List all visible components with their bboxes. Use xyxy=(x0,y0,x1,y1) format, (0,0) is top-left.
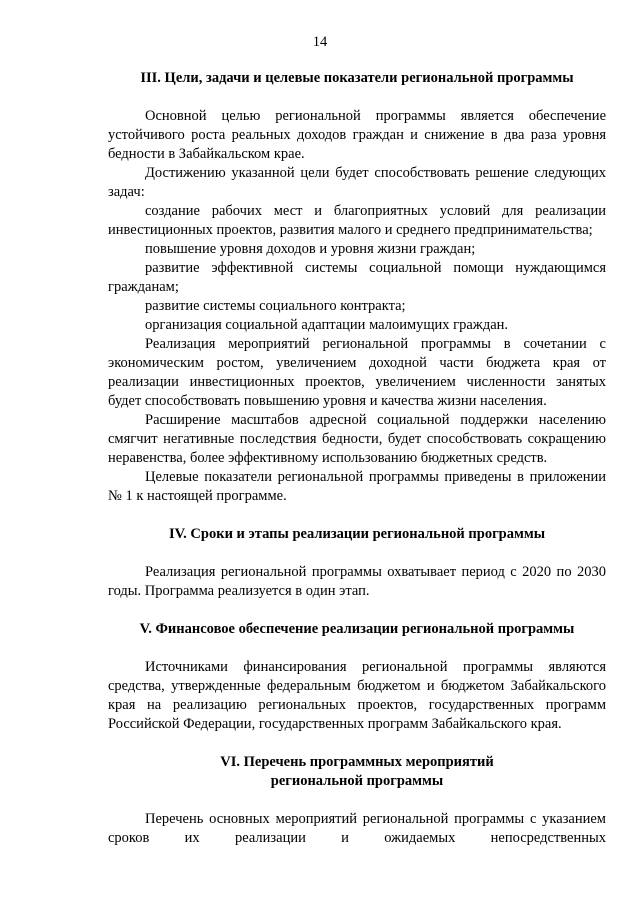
page-number: 14 xyxy=(312,34,328,50)
paragraph: Расширение масштабов адресной социальной поддержки населению смягчит негативные последствия бедности, будет способствовать сокращению неравенства, более эффективному использованию бюджетных средств. xyxy=(108,412,606,466)
section-4-title: IV. Сроки и этапы реализации региональной программы xyxy=(168,526,546,542)
paragraph: Реализация мероприятий региональной программы в сочетании с экономическим ростом, увеличением доходной части бюджета края от реализации инвестиционных проектов, увеличением численности занятых будет способствовать повышению уровня и качества жизни населения. xyxy=(108,336,606,409)
paragraph: Источниками финансирования региональной программы являются средства, утвержденные федеральным бюджетом и бюджетом Забайкальского края на реализацию региональных проектов, государственных программ Российской Федерации, государственных программ Забайкальского края. xyxy=(108,659,606,732)
paragraph: организация социальной адаптации малоимущих граждан. xyxy=(145,317,509,333)
paragraph: развитие системы социального контракта; xyxy=(145,298,406,314)
paragraph: повышение уровня доходов и уровня жизни граждан; xyxy=(145,241,476,257)
paragraph: Основной целью региональной программы является обеспечение устойчивого роста реальных доходов граждан и снижение в два раза уровня бедности в Забайкальском крае. xyxy=(108,108,606,162)
paragraph: Достижению указанной цели будет способствовать решение следующих задач: xyxy=(108,165,606,200)
section-3-title: III. Цели, задачи и целевые показатели региональной программы xyxy=(140,70,574,86)
paragraph: Целевые показатели региональной программы приведены в приложении № 1 к настоящей программе. xyxy=(108,469,606,504)
paragraph: Реализация региональной программы охватывает период с 2020 по 2030 годы. Программа реализуется в один этап. xyxy=(108,564,606,599)
paragraph: развитие эффективной системы социальной помощи нуждающимся гражданам; xyxy=(108,260,606,295)
section-6-title-line1: VI. Перечень программных мероприятий xyxy=(220,754,494,770)
document-body xyxy=(108,64,606,848)
paragraph: создание рабочих мест и благоприятных условий для реализации инвестиционных проектов, развития малого и среднего предпринимательства; xyxy=(108,203,606,238)
paragraph: Перечень основных мероприятий региональной программы с указанием сроков их реализации и ожидаемых непосредственных xyxy=(108,811,606,846)
section-6-title-line2: региональной программы xyxy=(270,773,444,789)
section-5-title: V. Финансовое обеспечение реализации региональной программы xyxy=(139,621,575,637)
